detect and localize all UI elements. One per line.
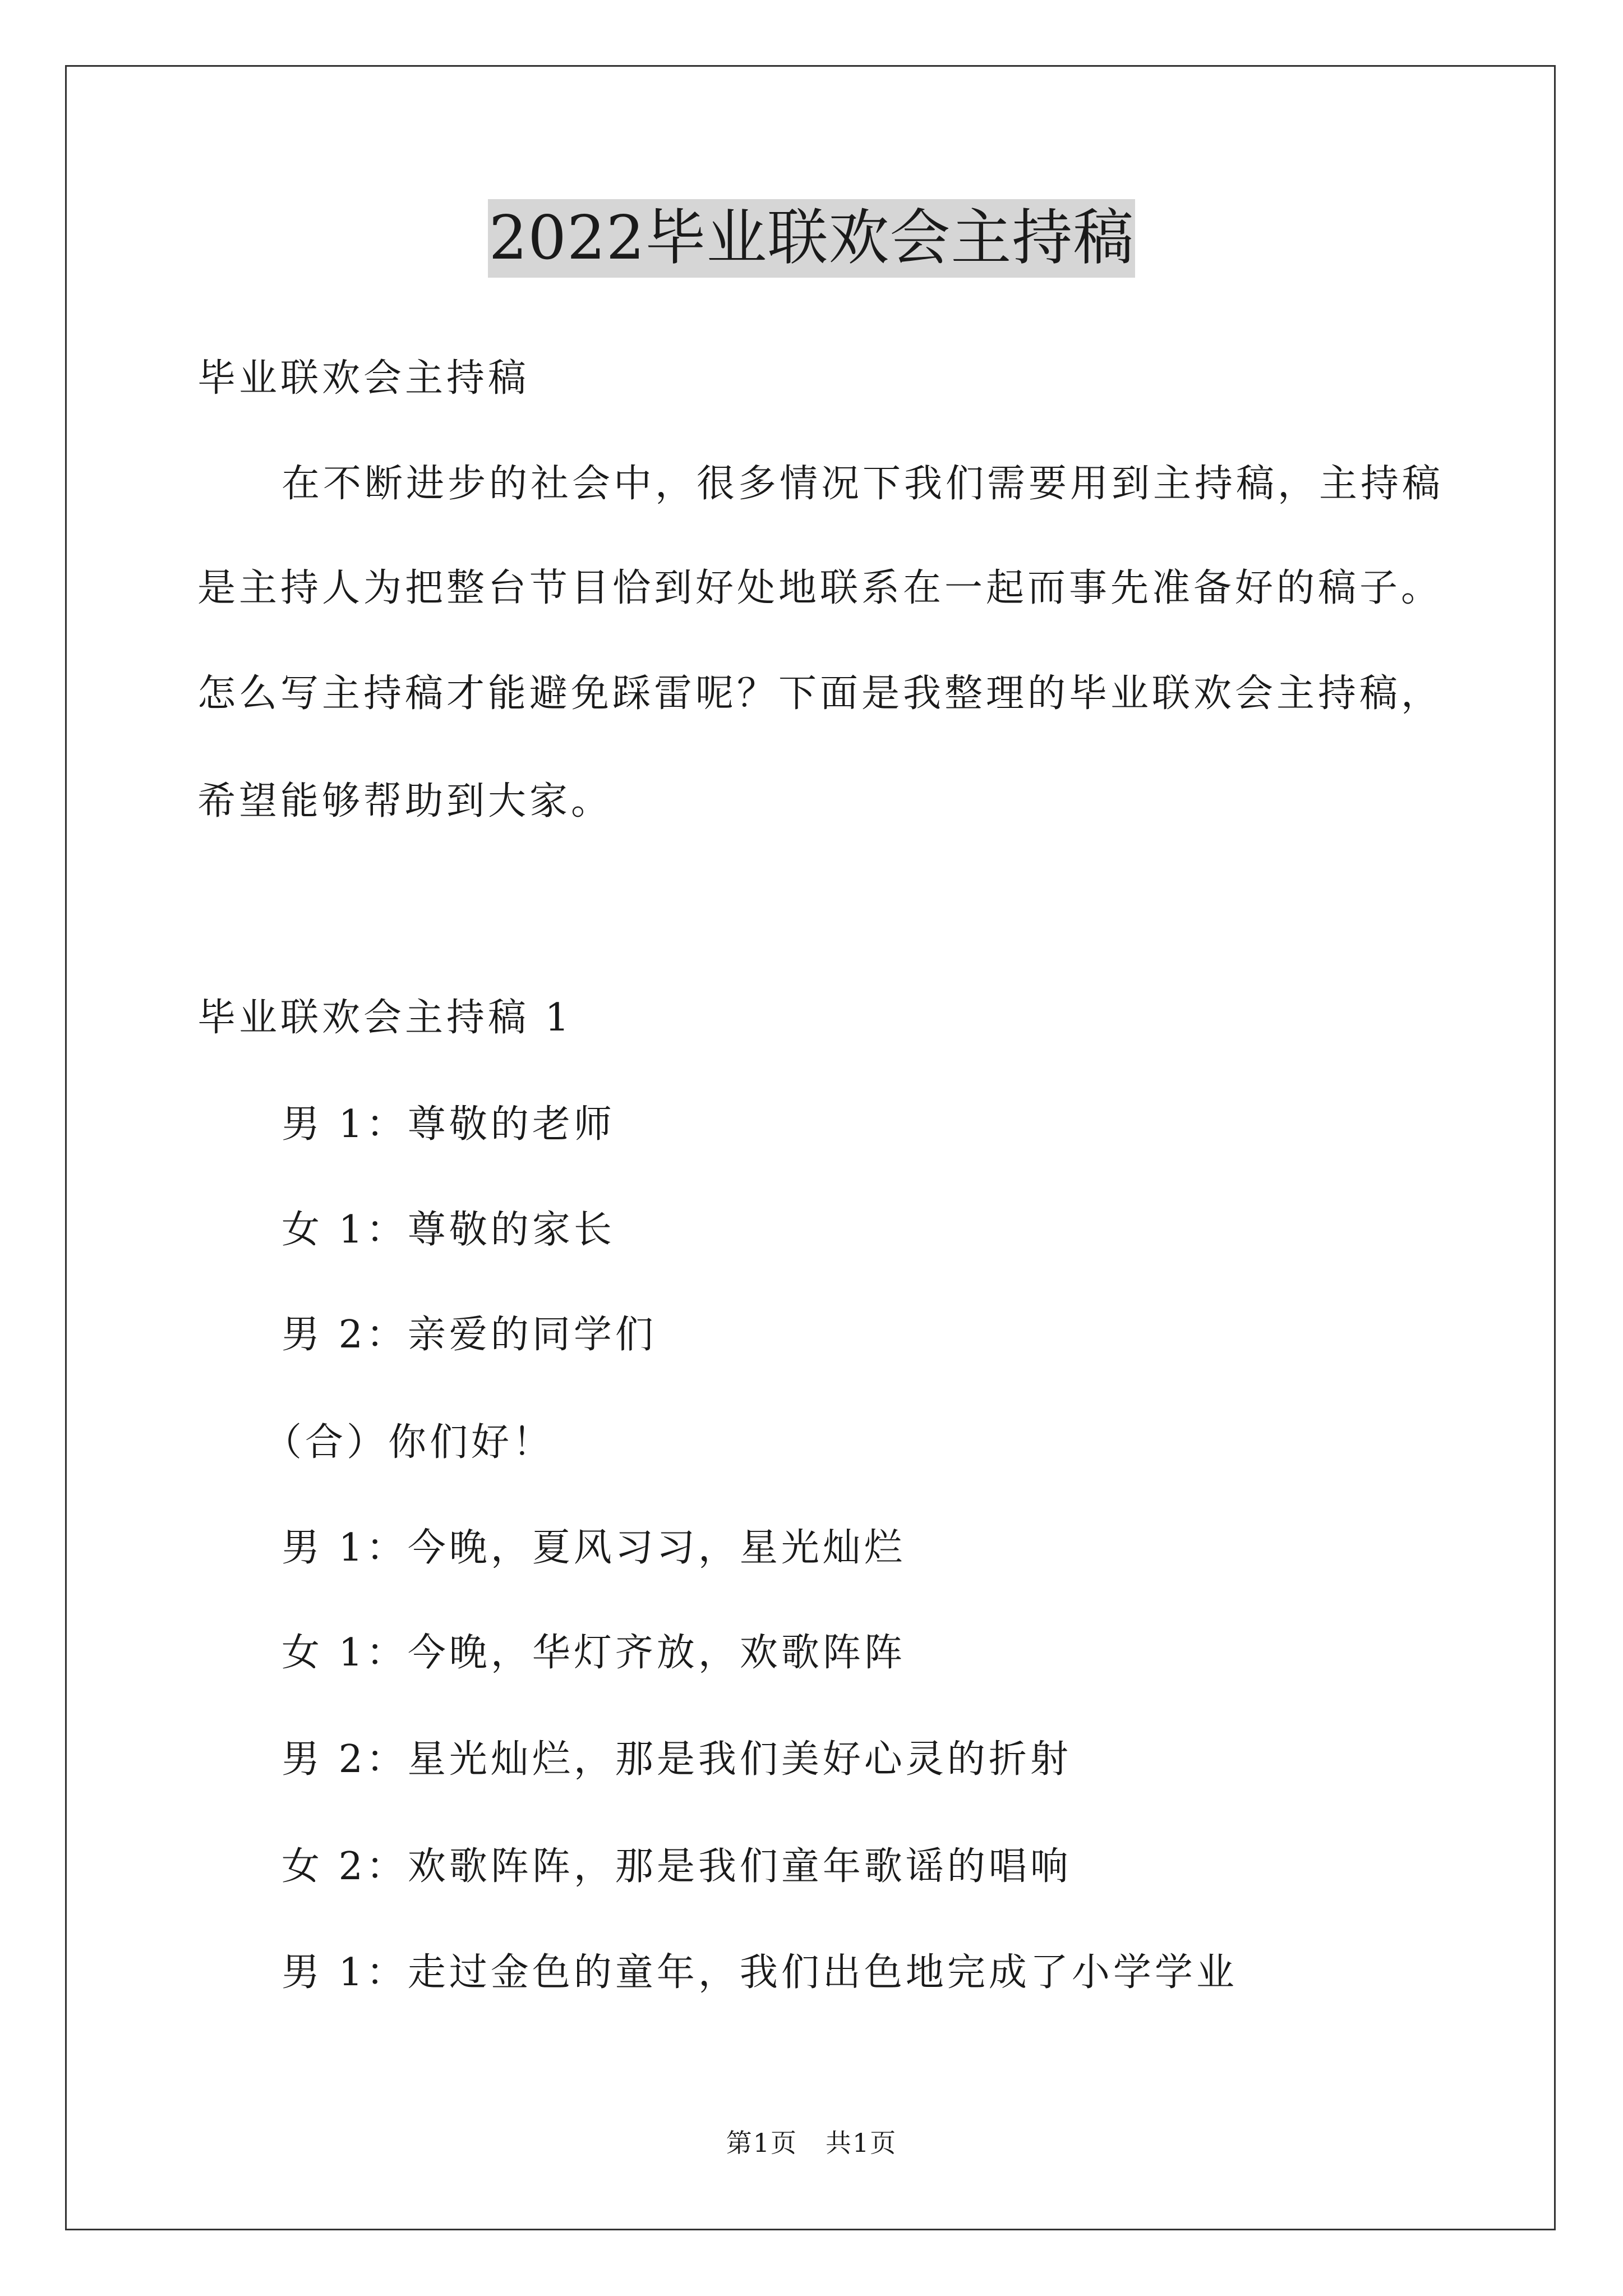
page-number: 第1页 [726, 2128, 797, 2158]
dialogue-line: 男 1：今晚，夏风习习，星光灿烂 [282, 1526, 906, 1570]
dialogue-line: （合）你们好！ [264, 1420, 555, 1465]
dialogue-line: 男 1：尊敬的老师 [282, 1102, 615, 1147]
dialogue-line: 女 1：尊敬的家长 [282, 1208, 615, 1252]
intro-line: 怎么写主持稿才能避免踩雷呢？下面是我整理的毕业联欢会主持稿， [197, 671, 1443, 716]
page-footer [0, 2126, 1623, 2160]
section-heading: 毕业联欢会主持稿 1 [197, 996, 573, 1040]
dialogue-line: 男 2：星光灿烂，那是我们美好心灵的折射 [282, 1737, 1072, 1782]
dialogue-line: 女 1：今晚，华灯齐放，欢歌阵阵 [282, 1631, 906, 1675]
document-title: 2022毕业联欢会主持稿 [488, 199, 1136, 278]
dialogue-line: 女 2：欢歌阵阵，那是我们童年歌谣的唱响 [282, 1844, 1072, 1889]
dialogue-line: 男 1：走过金色的童年，我们出色地完成了小学学业 [282, 1950, 1238, 1995]
intro-line: 在不断进步的社会中，很多情况下我们需要用到主持稿，主持稿 [282, 462, 1444, 506]
dialogue-line: 男 2：亲爱的同学们 [282, 1313, 657, 1357]
title-container [0, 199, 1623, 278]
intro-line: 希望能够帮助到大家。 [197, 779, 613, 823]
document-subtitle: 毕业联欢会主持稿 [197, 356, 530, 401]
page-total: 共1页 [826, 2128, 897, 2158]
intro-line: 是主持人为把整台节目恰到好处地联系在一起而事先准备好的稿子。 [197, 566, 1443, 610]
